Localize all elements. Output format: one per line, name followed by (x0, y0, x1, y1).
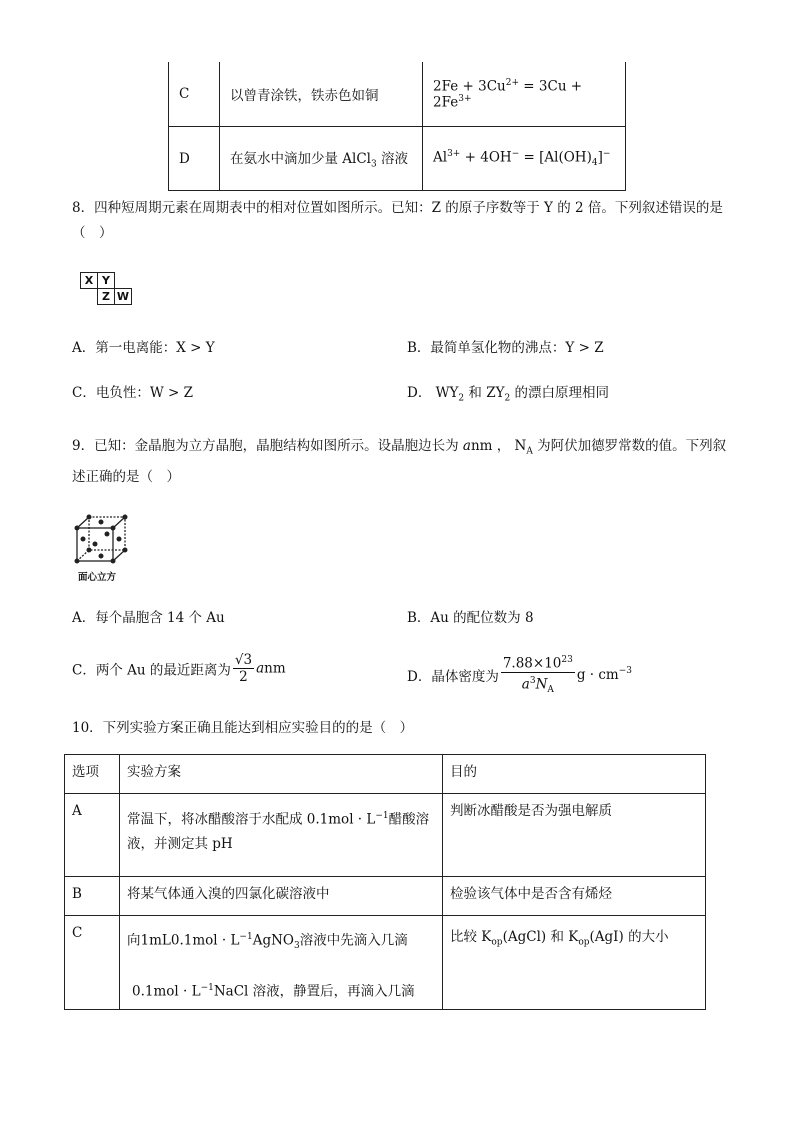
row-label: C (169, 62, 220, 127)
table-row (169, 127, 626, 191)
row-purpose: 检验该气体中是否含有烯烃 (443, 877, 706, 916)
q8-option-d: D． $WY_2$ 和 $ZY_2$ 的漂白原理相同 (407, 385, 610, 404)
table-row (65, 877, 706, 916)
row-plan: 常温下，将冰醋酸溶于水配成 $0.1mol \cdot L^{-1}$醋酸溶液，并测定其 pH (120, 794, 443, 877)
row-label: B (65, 877, 120, 916)
row-purpose: 比较 $K_{op}(AgCl)$ 和 $K_{op}(AgI)$ 的大小 (443, 916, 706, 1010)
row-label: D (169, 127, 220, 191)
q8-option-a: A．第一电离能：X > Y (72, 340, 215, 356)
row-desc: 在氨水中滴加少量 AlCl$_3$ 溶液 (220, 127, 423, 191)
row-plan: 将某气体通入溴的四氯化碳溶液中 (120, 877, 443, 916)
q9-option-c: C．两个 Au 的最近距离为 $\frac{√3}{2}$ anm (72, 652, 286, 685)
q10-stem: 10．下列实验方案正确且能达到相应实验目的的是（ ） (72, 720, 414, 736)
header-option: 选项 (65, 755, 120, 794)
row-equation: $2Fe + 3Cu^{2+} = 3Cu + 2Fe^{3+}$ (423, 62, 626, 127)
header-plan: 实验方案 (120, 755, 443, 794)
figure-caption: 面心立方 (78, 572, 117, 583)
q8-option-c: C．电负性：W > Z (72, 385, 193, 401)
grid-cell-w: W (114, 288, 132, 305)
table-header-row (65, 755, 706, 794)
q9-option-d: D．晶体密度为 $\frac{7.88\times 10^{23}}{a^3N_A}$ $g \cdot cm^{-3}$ (407, 652, 632, 698)
row-label: A (65, 794, 120, 877)
q9-option-a: A．每个晶胞含 14 个 Au (72, 610, 225, 626)
fcc-cube-icon (74, 514, 130, 564)
row-label: C (65, 916, 120, 1010)
row-desc: 以曾青涂铁，铁赤色如铜 (220, 62, 423, 127)
periodic-grid (80, 272, 132, 305)
q9-stem: 9．已知：金晶胞为立方晶胞，晶胞结构如图所示。设晶胞边长为 anm ， $N_A$ 为阿伏加德罗常数的值。下列叙述正确的是（ ） (72, 438, 727, 485)
q8-stem: 8．四种短周期元素在周期表中的相对位置如图所示。已知：Z 的原子序数等于 Y 的 2 倍。下列叙述错误的是（ ） (72, 200, 723, 241)
row-equation: $Al^{3+} + 4OH^- = [Al(OH)_4]^-$ (423, 127, 626, 191)
row-plan: 向$1mL0.1mol \cdot L^{-1}AgNO_3$溶液中先滴入几滴 $0.1mol \cdot L^{-1}NaCl$ 溶液，静置后，再滴入几滴 (120, 916, 443, 1010)
q8-option-b: B．最简单氢化物的沸点：Y > Z (407, 340, 604, 356)
q9-option-b: B．Au 的配位数为 8 (407, 610, 534, 626)
grid-cell-z: Z (97, 288, 115, 305)
table-row (65, 916, 706, 1010)
grid-cell-x: X (80, 272, 98, 289)
table-row (65, 794, 706, 877)
top-table (168, 62, 626, 191)
table-row (169, 62, 626, 127)
grid-cell-y: Y (97, 272, 115, 289)
row-purpose: 判断冰醋酸是否为强电解质 (443, 794, 706, 877)
header-purpose: 目的 (443, 755, 706, 794)
experiment-table (64, 754, 706, 1010)
